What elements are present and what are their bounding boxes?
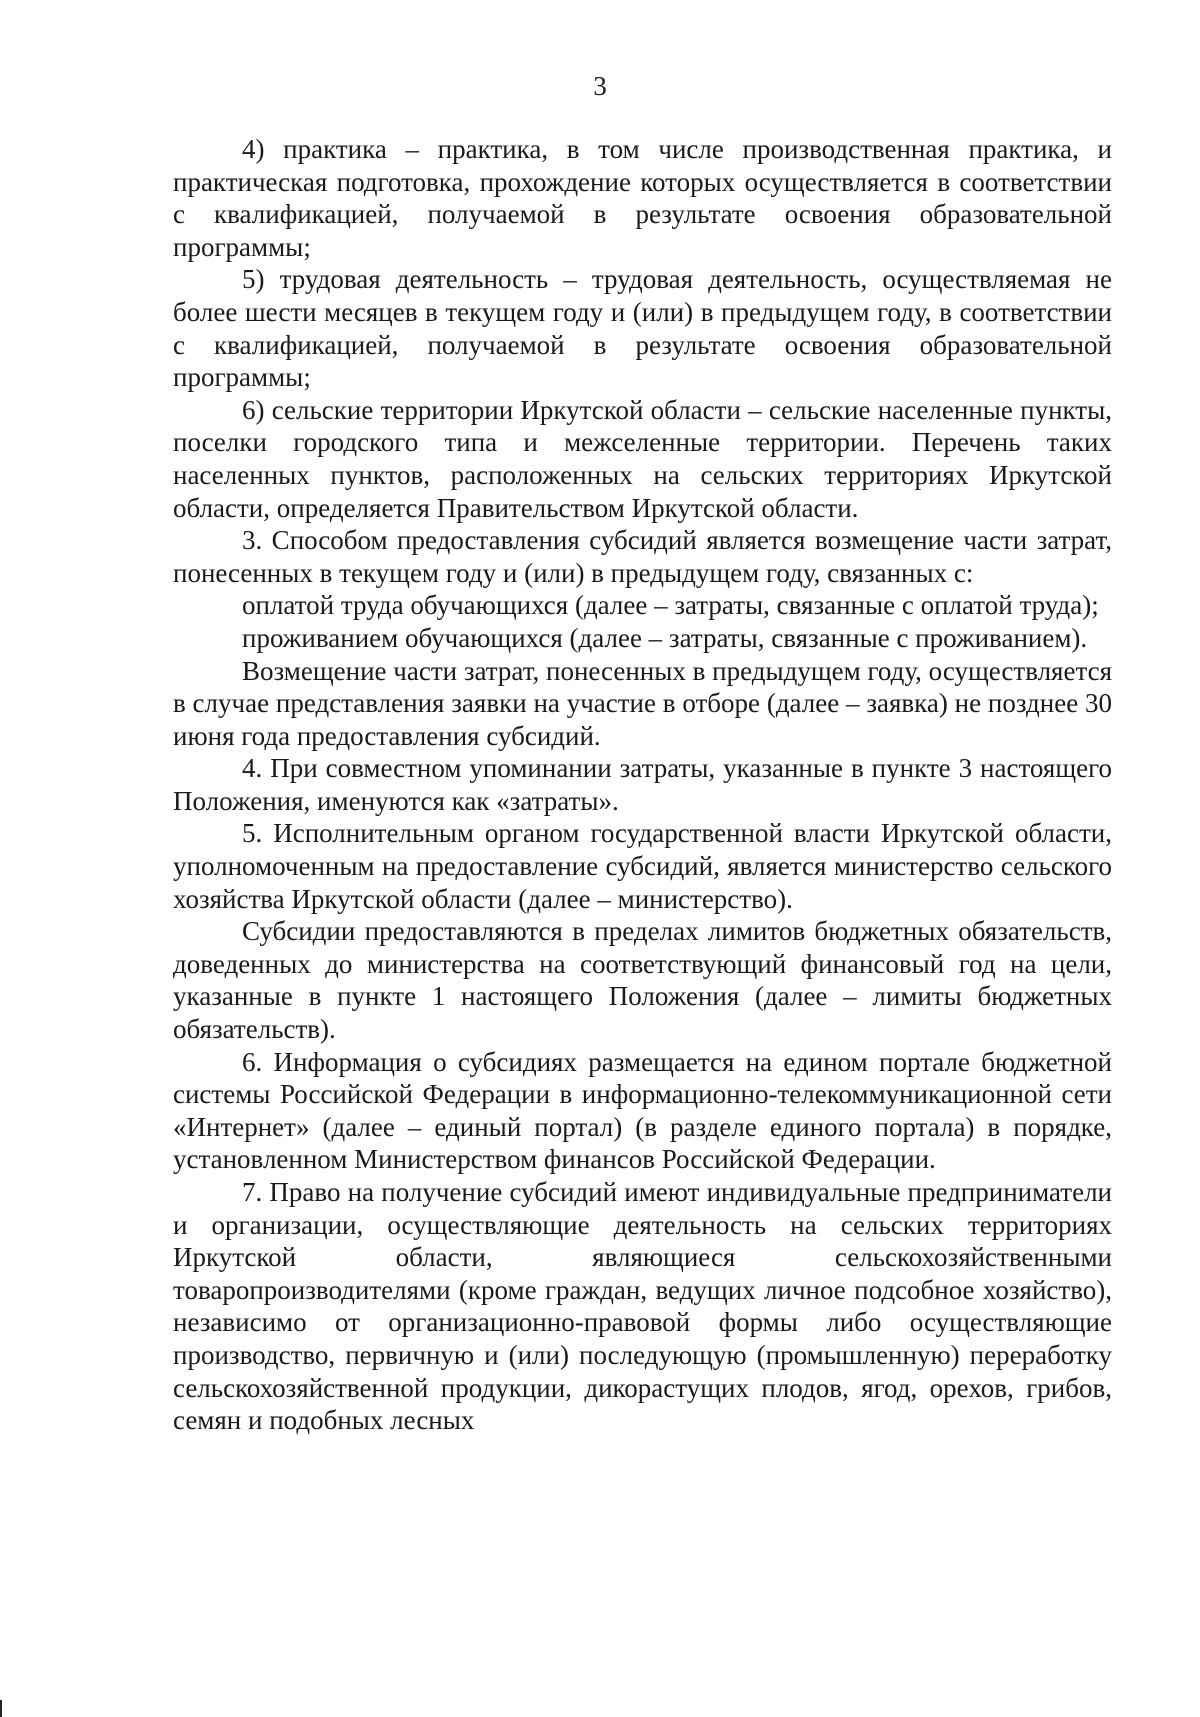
paragraph-definition-5-labor: 5) трудовая деятельность – трудовая деятельность, осуществляемая не более шести месяцев в текущем году и (или) в предыдущем году, в соответствии с квалификацией, получаемой в результате освоения образовательной программы;: [173, 264, 1112, 393]
paragraph-clause-3: 3. Способом предоставления субсидий является возмещение части затрат, понесенных в текущем году и (или) в предыдущем году, связанных с:: [173, 525, 1112, 588]
paragraph-clause-3-housing-costs: проживанием обучающихся (далее – затраты, связанные с проживанием).: [242, 622, 1088, 653]
paragraph-clause-7: 7. Право на получение субсидий имеют индивидуальные предприниматели и организации, осуществляющие деятельность на сельских территориях Иркутской области, являющиеся сельскохозяйственными товаропроизводителями (кроме граждан, ведущих личное подсобное хозяйство), независимо от организационно-правовой формы либо осуществляющие производство, первичную и (или) последующую (промышленную) переработку сельскохозяйственной продукции, дикорастущих плодов, ягод, орехов, грибов, семян и подобных лесных: [173, 1177, 1112, 1436]
paragraph-clause-5: 5. Исполнительным органом государственной власти Иркутской области, уполномоченным на предоставление субсидий, является министерство сельского хозяйства Иркутской области (далее – министерство).: [173, 818, 1112, 914]
document-body: [173, 133, 1112, 1437]
paragraph-clause-3-labor-costs: оплатой труда обучающихся (далее – затраты, связанные с оплатой труда);: [242, 590, 1099, 621]
paragraph-definition-6-rural-territories: 6) сельские территории Иркутской области – сельские населенные пункты, поселки городского типа и межселенные территории. Перечень таких населенных пунктов, расположенных на сельских территориях Иркутской области, определяется Правительством Иркутской области.: [173, 394, 1112, 523]
paragraph-clause-3-reimbursement: Возмещение части затрат, понесенных в предыдущем году, осуществляется в случае представления заявки на участие в отборе (далее – заявка) не позднее 30 июня года предоставления субсидий.: [173, 655, 1112, 751]
paragraph-clause-5-limits: Субсидии предоставляются в пределах лимитов бюджетных обязательств, доведенных до министерства на соответствующий финансовый год на цели, указанные в пункте 1 настоящего Положения (далее – лимиты бюджетных обязательств).: [173, 916, 1112, 1045]
paragraph-clause-4: 4. При совместном упоминании затраты, указанные в пункте 3 настоящего Положения, именуются как «затраты».: [173, 753, 1112, 816]
paragraph-clause-6: 6. Информация о субсидиях размещается на едином портале бюджетной системы Российской Федерации в информационно-телекоммуникационной сети «Интернет» (далее – единый портал) (в разделе единого портала) в порядке, установленном Министерством финансов Российской Федерации.: [173, 1046, 1112, 1175]
page-number: 3: [593, 71, 607, 101]
paragraph-definition-4-practice: 4) практика – практика, в том числе производственная практика, и практическая подготовка, прохождение которых осуществляется в соответствии с квалификацией, получаемой в результате освоения образовательной программы;: [173, 134, 1112, 262]
scan-edge-mark: [0, 1700, 2, 1717]
